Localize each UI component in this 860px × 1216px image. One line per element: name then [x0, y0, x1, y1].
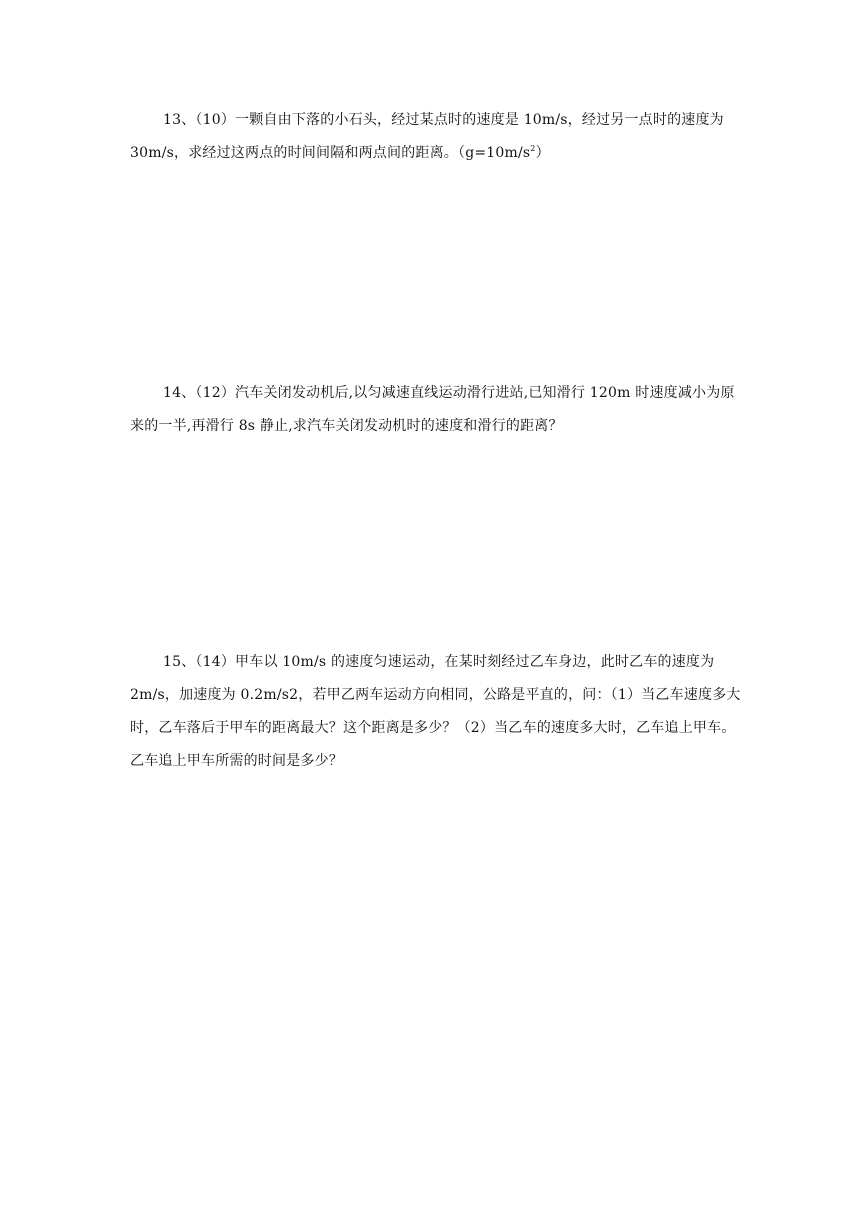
question-number: 15、 [163, 654, 196, 670]
question-points: （12） [195, 385, 236, 401]
question-points: （10） [195, 112, 236, 128]
question-15 [130, 646, 742, 778]
question-body: 甲车以 10m/s 的速度匀速运动，在某时刻经过乙车身边，此时乙车的速度为 2m/s，加速度为 0.2m/s2，若甲乙两车运动方向相同，公路是平直的，问：（1）当乙车速度多大时，乙车落后于甲车的距离最大？这个距离是多少？（2）当乙车的速度多大时，乙车追上甲车。乙车追上甲车所需的时间是多少？ [130, 654, 741, 769]
superscript: 2 [530, 144, 536, 153]
question-15-text [130, 646, 742, 778]
question-14-text [130, 377, 742, 443]
question-body: 一颗自由下落的小石头，经过某点时的速度是 10m/s，经过另一点时的速度为 30m/s，求经过这两点的时间间隔和两点间的距离。（g=10m/s [130, 112, 724, 161]
question-points: （14） [195, 654, 236, 670]
question-number: 13、 [163, 112, 196, 128]
question-body-end: ） [535, 145, 550, 161]
question-13 [130, 104, 742, 170]
question-body: 汽车关闭发动机后,以匀减速直线运动滑行进站,已知滑行 120m 时速度减小为原来的一半,再滑行 8s 静止,求汽车关闭发动机时的速度和滑行的距离？ [130, 385, 735, 434]
question-14 [130, 377, 742, 443]
question-13-text [130, 104, 742, 170]
question-number: 14、 [163, 385, 196, 401]
